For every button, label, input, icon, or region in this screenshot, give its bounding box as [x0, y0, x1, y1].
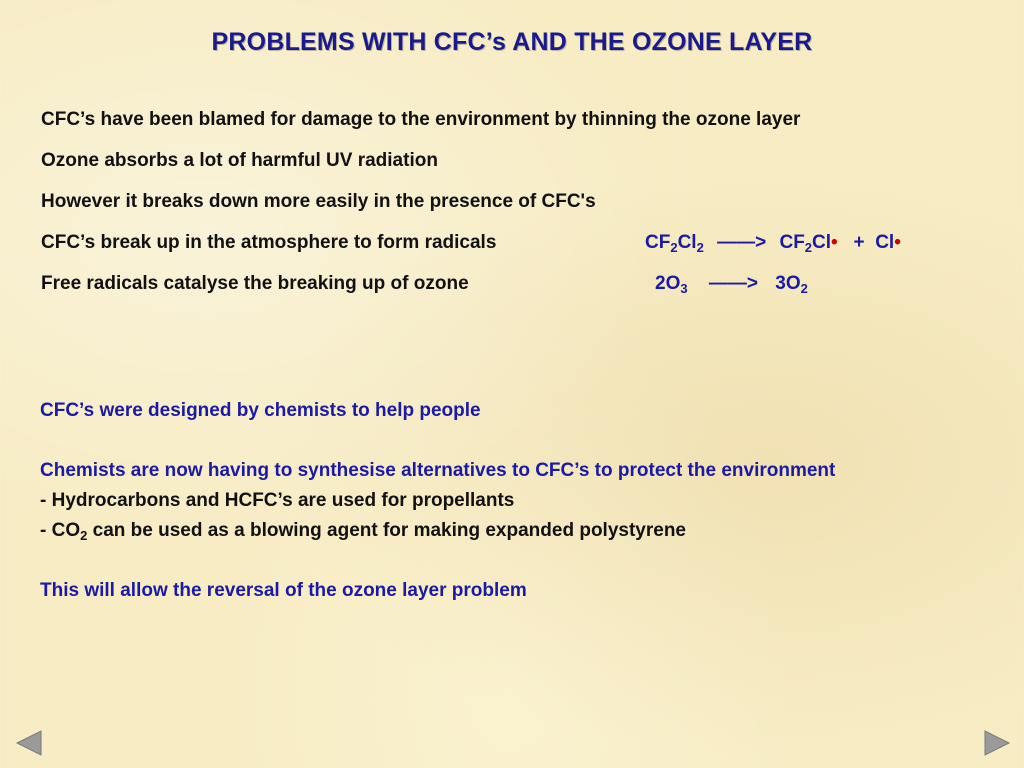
- prev-slide-button[interactable]: [14, 730, 44, 756]
- radical-dot-1: •: [831, 232, 838, 253]
- point-3: However it breaks down more easily in the presence of CFC's: [41, 191, 596, 212]
- eq1-reactant: CF: [645, 232, 671, 253]
- eq2-product-sub: 2: [800, 281, 808, 296]
- eq1-product1: CF: [779, 232, 805, 253]
- bullet2-suffix: can be used as a blowing agent for making expanded polystyrene: [87, 520, 686, 541]
- bullet2-prefix: - CO: [40, 520, 81, 541]
- eq1-reactant-sub1: 2: [670, 240, 678, 255]
- next-slide-button[interactable]: [982, 730, 1012, 756]
- page-title: PROBLEMS WITH CFC’s AND THE OZONE LAYER: [211, 28, 813, 56]
- bullet-propellants: - Hydrocarbons and HCFC’s are used for propellants: [40, 490, 515, 511]
- radical-dot-2: •: [894, 232, 901, 253]
- equation-cfc-breakup: [645, 232, 901, 254]
- eq2-reactant: 2O: [655, 273, 681, 294]
- eq1-reactant-mid: Cl: [677, 232, 697, 253]
- eq1-product1-sub: 2: [804, 240, 813, 255]
- eq1-reactant-sub2: 2: [696, 240, 704, 255]
- eq1-plus: +: [853, 232, 865, 253]
- eq1-product2: Cl: [875, 232, 895, 253]
- designed-line: CFC’s were designed by chemists to help people: [40, 400, 481, 421]
- bullet2-sub: 2: [80, 528, 88, 543]
- eq2-product: 3O: [775, 273, 801, 294]
- bullet-blowing-agent: [40, 520, 686, 542]
- eq2-arrow: ——>: [708, 273, 758, 294]
- prev-arrow-icon: [14, 730, 44, 756]
- point-5: Free radicals catalyse the breaking up of ozone: [41, 273, 469, 294]
- chemists-line: Chemists are now having to synthesise alternatives to CFC’s to protect the environment: [40, 460, 836, 481]
- eq1-arrow: ——>: [717, 232, 767, 253]
- eq2-reactant-sub: 3: [680, 281, 688, 296]
- point-4: CFC’s break up in the atmosphere to form radicals: [41, 232, 497, 253]
- conclusion-line: This will allow the reversal of the ozone layer problem: [40, 580, 527, 601]
- point-2: Ozone absorbs a lot of harmful UV radiation: [41, 150, 438, 171]
- eq1-product1-tail: Cl: [812, 232, 832, 253]
- equation-ozone-breakup: [655, 273, 808, 295]
- point-1: CFC’s have been blamed for damage to the environment by thinning the ozone layer: [41, 109, 801, 130]
- next-arrow-icon: [982, 730, 1012, 756]
